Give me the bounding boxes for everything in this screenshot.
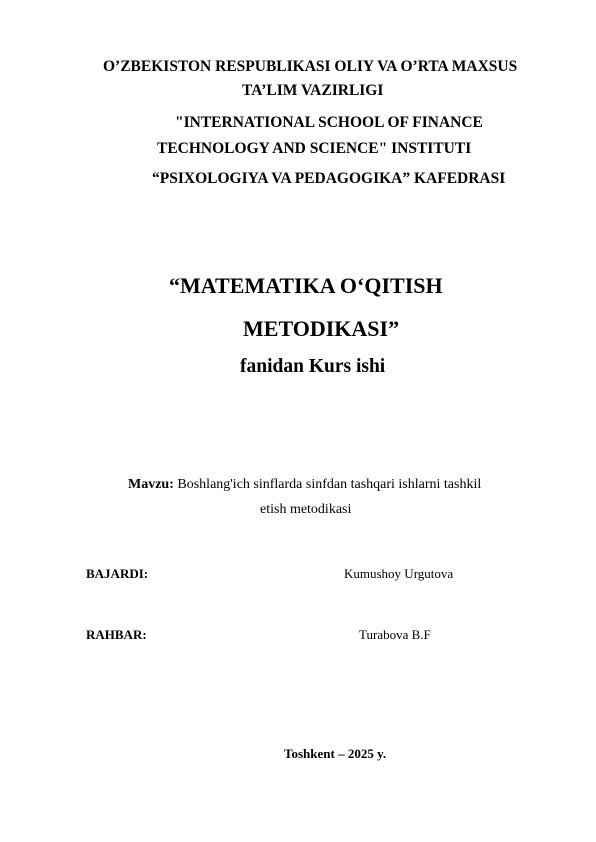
supervisor-label: RAHBAR:: [86, 627, 147, 642]
department-name: “PSIXOLOGIYA VA PEDAGOGIKA” KAFEDRASI: [152, 170, 506, 187]
supervisor-name: Turabova B.F: [359, 627, 431, 642]
course-work-subtitle: fanidan Kurs ishi: [240, 356, 386, 377]
topic-label: Mavzu:: [128, 477, 174, 492]
place-and-year: Toshkent – 2025 y.: [284, 746, 387, 761]
ministry-line-1: O’ZBEKISTON RESPUBLIKASI OLIY VA O’RTA MAXSUS: [103, 58, 518, 75]
course-title-line-2: METODIKASI”: [243, 316, 400, 341]
institute-line-1: "INTERNATIONAL SCHOOL OF FINANCE: [175, 114, 483, 131]
performer-label: BAJARDI:: [86, 566, 149, 581]
topic-text-1: Boshlang'ich sinflarda sinfdan tashqari ishlarni tashkil: [177, 477, 482, 492]
topic-line-1: [128, 478, 481, 492]
ministry-line-2: TA’LIM VAZIRLIGI: [242, 82, 384, 99]
course-title-line-1: “MATEMATIKA O‘QITISH: [169, 273, 443, 298]
performer-name: Kumushoy Urgutova: [344, 566, 454, 581]
topic-line-2: etish metodikasi: [260, 502, 352, 517]
institute-line-2: TECHNOLOGY AND SCIENCE" INSTITUTI: [157, 140, 472, 157]
